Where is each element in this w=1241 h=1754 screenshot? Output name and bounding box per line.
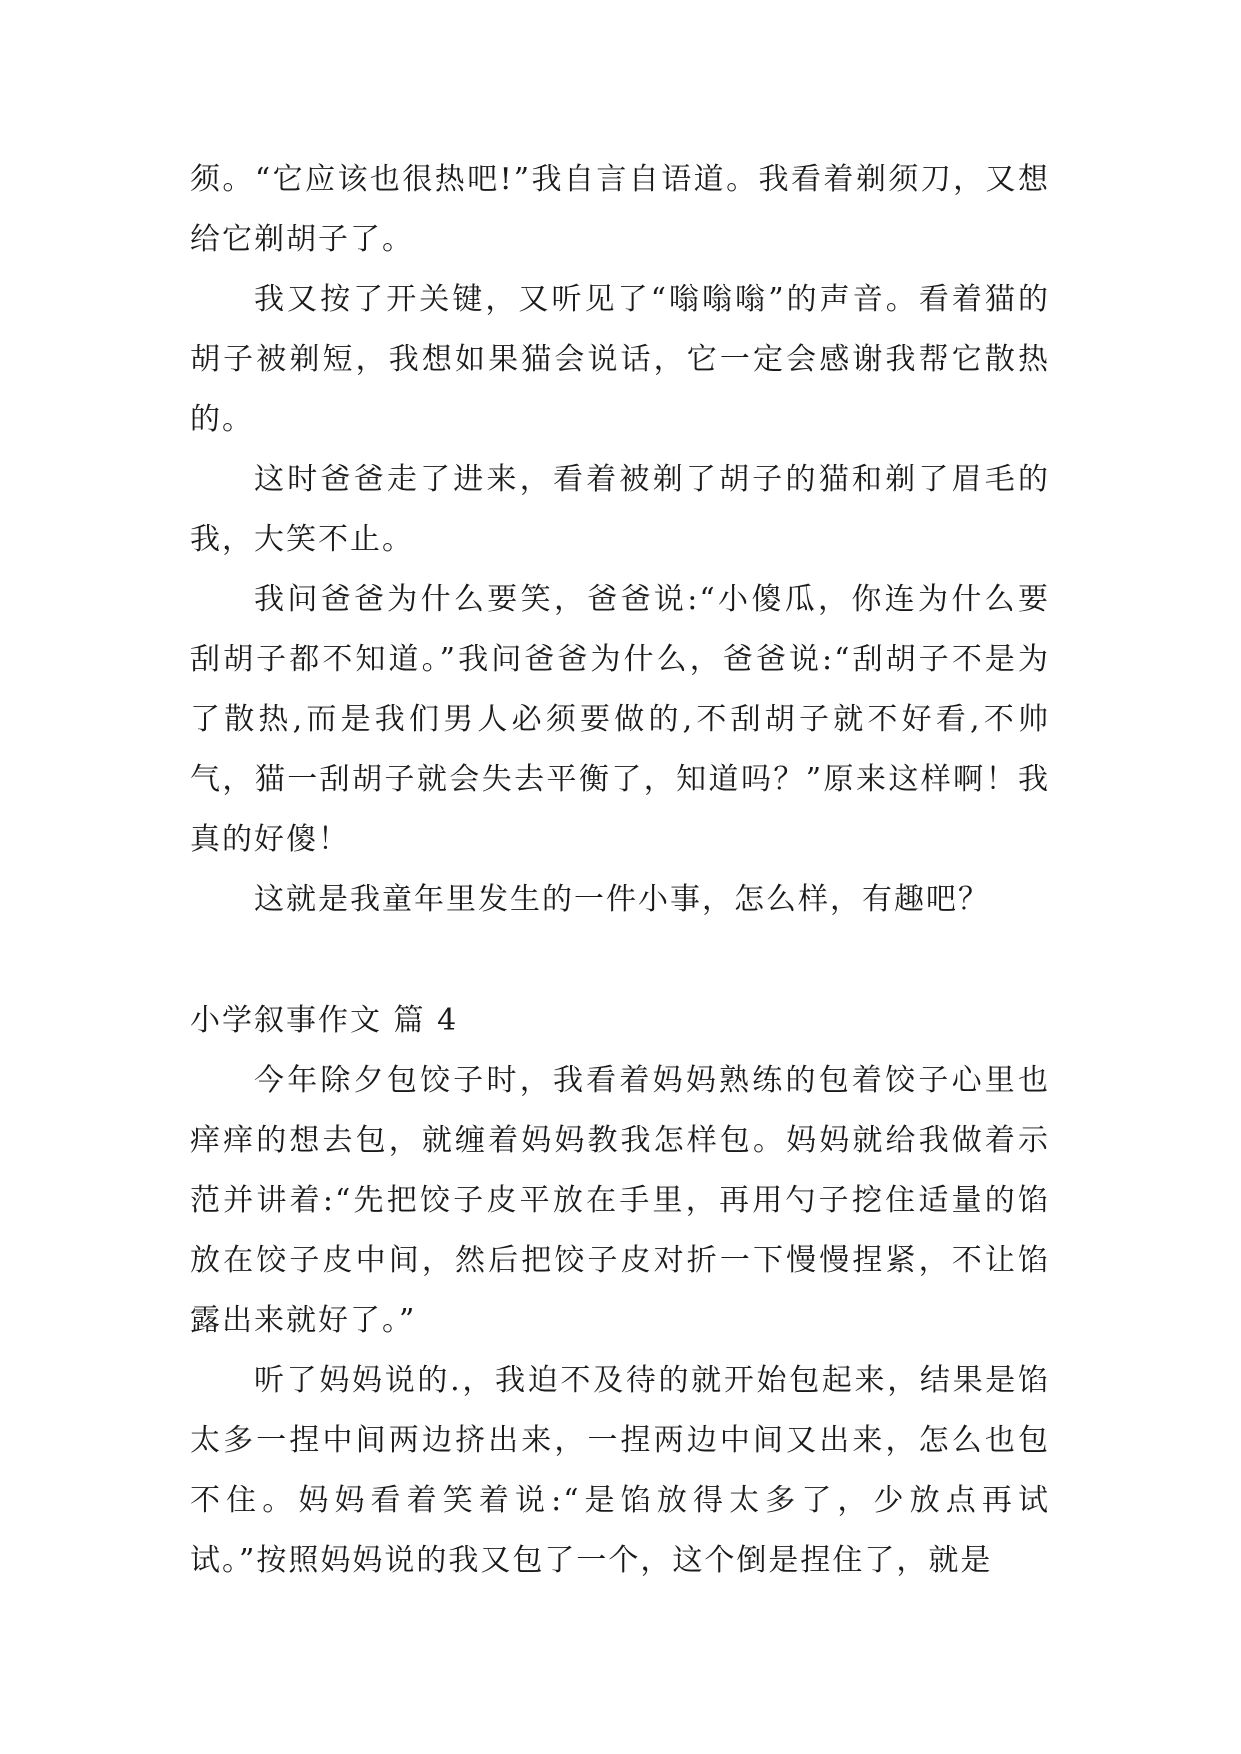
- paragraph: 这就是我童年里发生的一件小事，怎么样，有趣吧？: [254, 882, 990, 917]
- paragraph: 听了妈妈说的.，我迫不及待的就开始包起来，结果是馅太多一捏中间两边挤出来，一捏两边中间又出来，怎么也包不住。妈妈看着笑着说:“是馅放得太多了，少放点再试试。”按照妈妈说的我又包了一个，这个倒是捏住了，就是: [190, 1363, 1050, 1578]
- document-body: [190, 150, 1050, 1591]
- paragraph: 这时爸爸走了进来，看着被剃了胡子的猫和剃了眉毛的我，大笑不止。: [190, 462, 1050, 557]
- paragraph: 我问爸爸为什么要笑，爸爸说:“小傻瓜，你连为什么要刮胡子都不知道。”我问爸爸为什么，爸爸说:“刮胡子不是为了散热,而是我们男人必须要做的,不刮胡子就不好看,不帅气，猫一刮胡子就会失去平衡了，知道吗？”原来这样啊！我真的好傻！: [190, 582, 1050, 857]
- paragraph-continued: 须。“它应该也很热吧!”我自言自语道。我看着剃须刀，又想给它剃胡子了。: [190, 162, 1050, 257]
- paragraph: 今年除夕包饺子时，我看着妈妈熟练的包着饺子心里也痒痒的想去包，就缠着妈妈教我怎样包。妈妈就给我做着示范并讲着:“先把饺子皮平放在手里，再用勺子挖住适量的馅放在饺子皮中间，然后把饺子皮对折一下慢慢捏紧，不让馅露出来就好了。”: [190, 1063, 1050, 1338]
- section-title: 小学叙事作文 篇 4: [190, 1003, 459, 1038]
- paragraph: 我又按了开关键，又听见了“嗡嗡嗡”的声音。看着猫的胡子被剃短，我想如果猫会说话，它一定会感谢我帮它散热的。: [190, 282, 1050, 437]
